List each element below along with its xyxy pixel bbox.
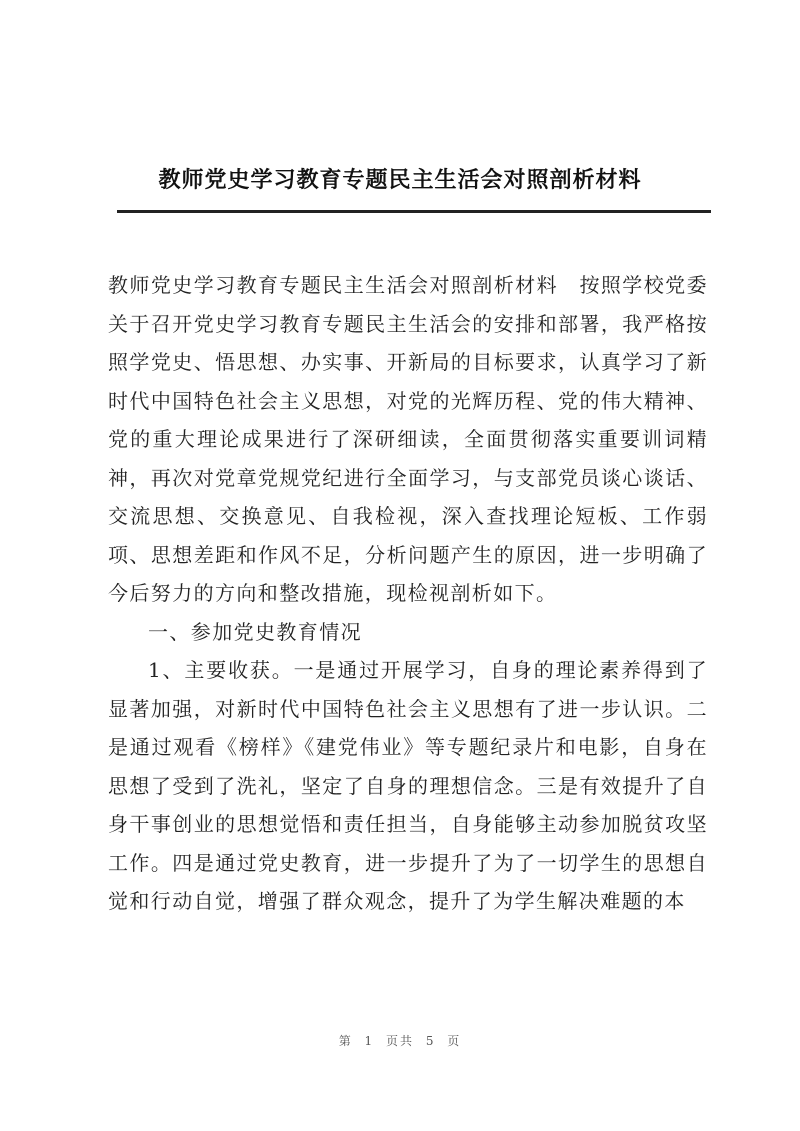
title-underline [117,210,711,213]
document-body [108,266,708,921]
page-number-footer: 第 1 页共 5 页 [338,1034,462,1048]
section-heading: 一、参加党史教育情况 [148,619,362,644]
paragraph-intro: 教师党史学习教育专题民主生活会对照剖析材料 按照学校党委关于召开党史学习教育专题民主生活会的安排和部署，我严格按照学党史、悟思想、办实事、开新局的目标要求，认真学习了新时代中国特色社会主义思想，对党的光辉历程、党的伟大精神、党的重大理论成果进行了深研细读，全面贯彻落实重要训词精神，再次对党章党规党纪进行全面学习，与支部党员谈心谈话、交流思想、交换意见、自我检视，深入查找理论短板、工作弱项、思想差距和作风不足，分析问题产生的原因，进一步明确了今后努力的方向和整改措施，现检视剖析如下。 [108,273,708,605]
paragraph-main-gains: 1、主要收获。一是通过开展学习，自身的理论素养得到了显著加强，对新时代中国特色社会主义思想有了进一步认识。二是通过观看《榜样》《建党伟业》等专题纪录片和电影，自身在思想了受到了洗礼，坚定了自身的理想信念。三是有效提升了自身干事创业的思想觉悟和责任担当，自身能够主动参加脱贫攻坚工作。四是通过党史教育，进一步提升了为了一切学生的思想自觉和行动自觉，增强了群众观念，提升了为学生解决难题的本 [108,658,708,913]
document-title: 教师党史学习教育专题民主生活会对照剖析材料 [158,168,642,193]
